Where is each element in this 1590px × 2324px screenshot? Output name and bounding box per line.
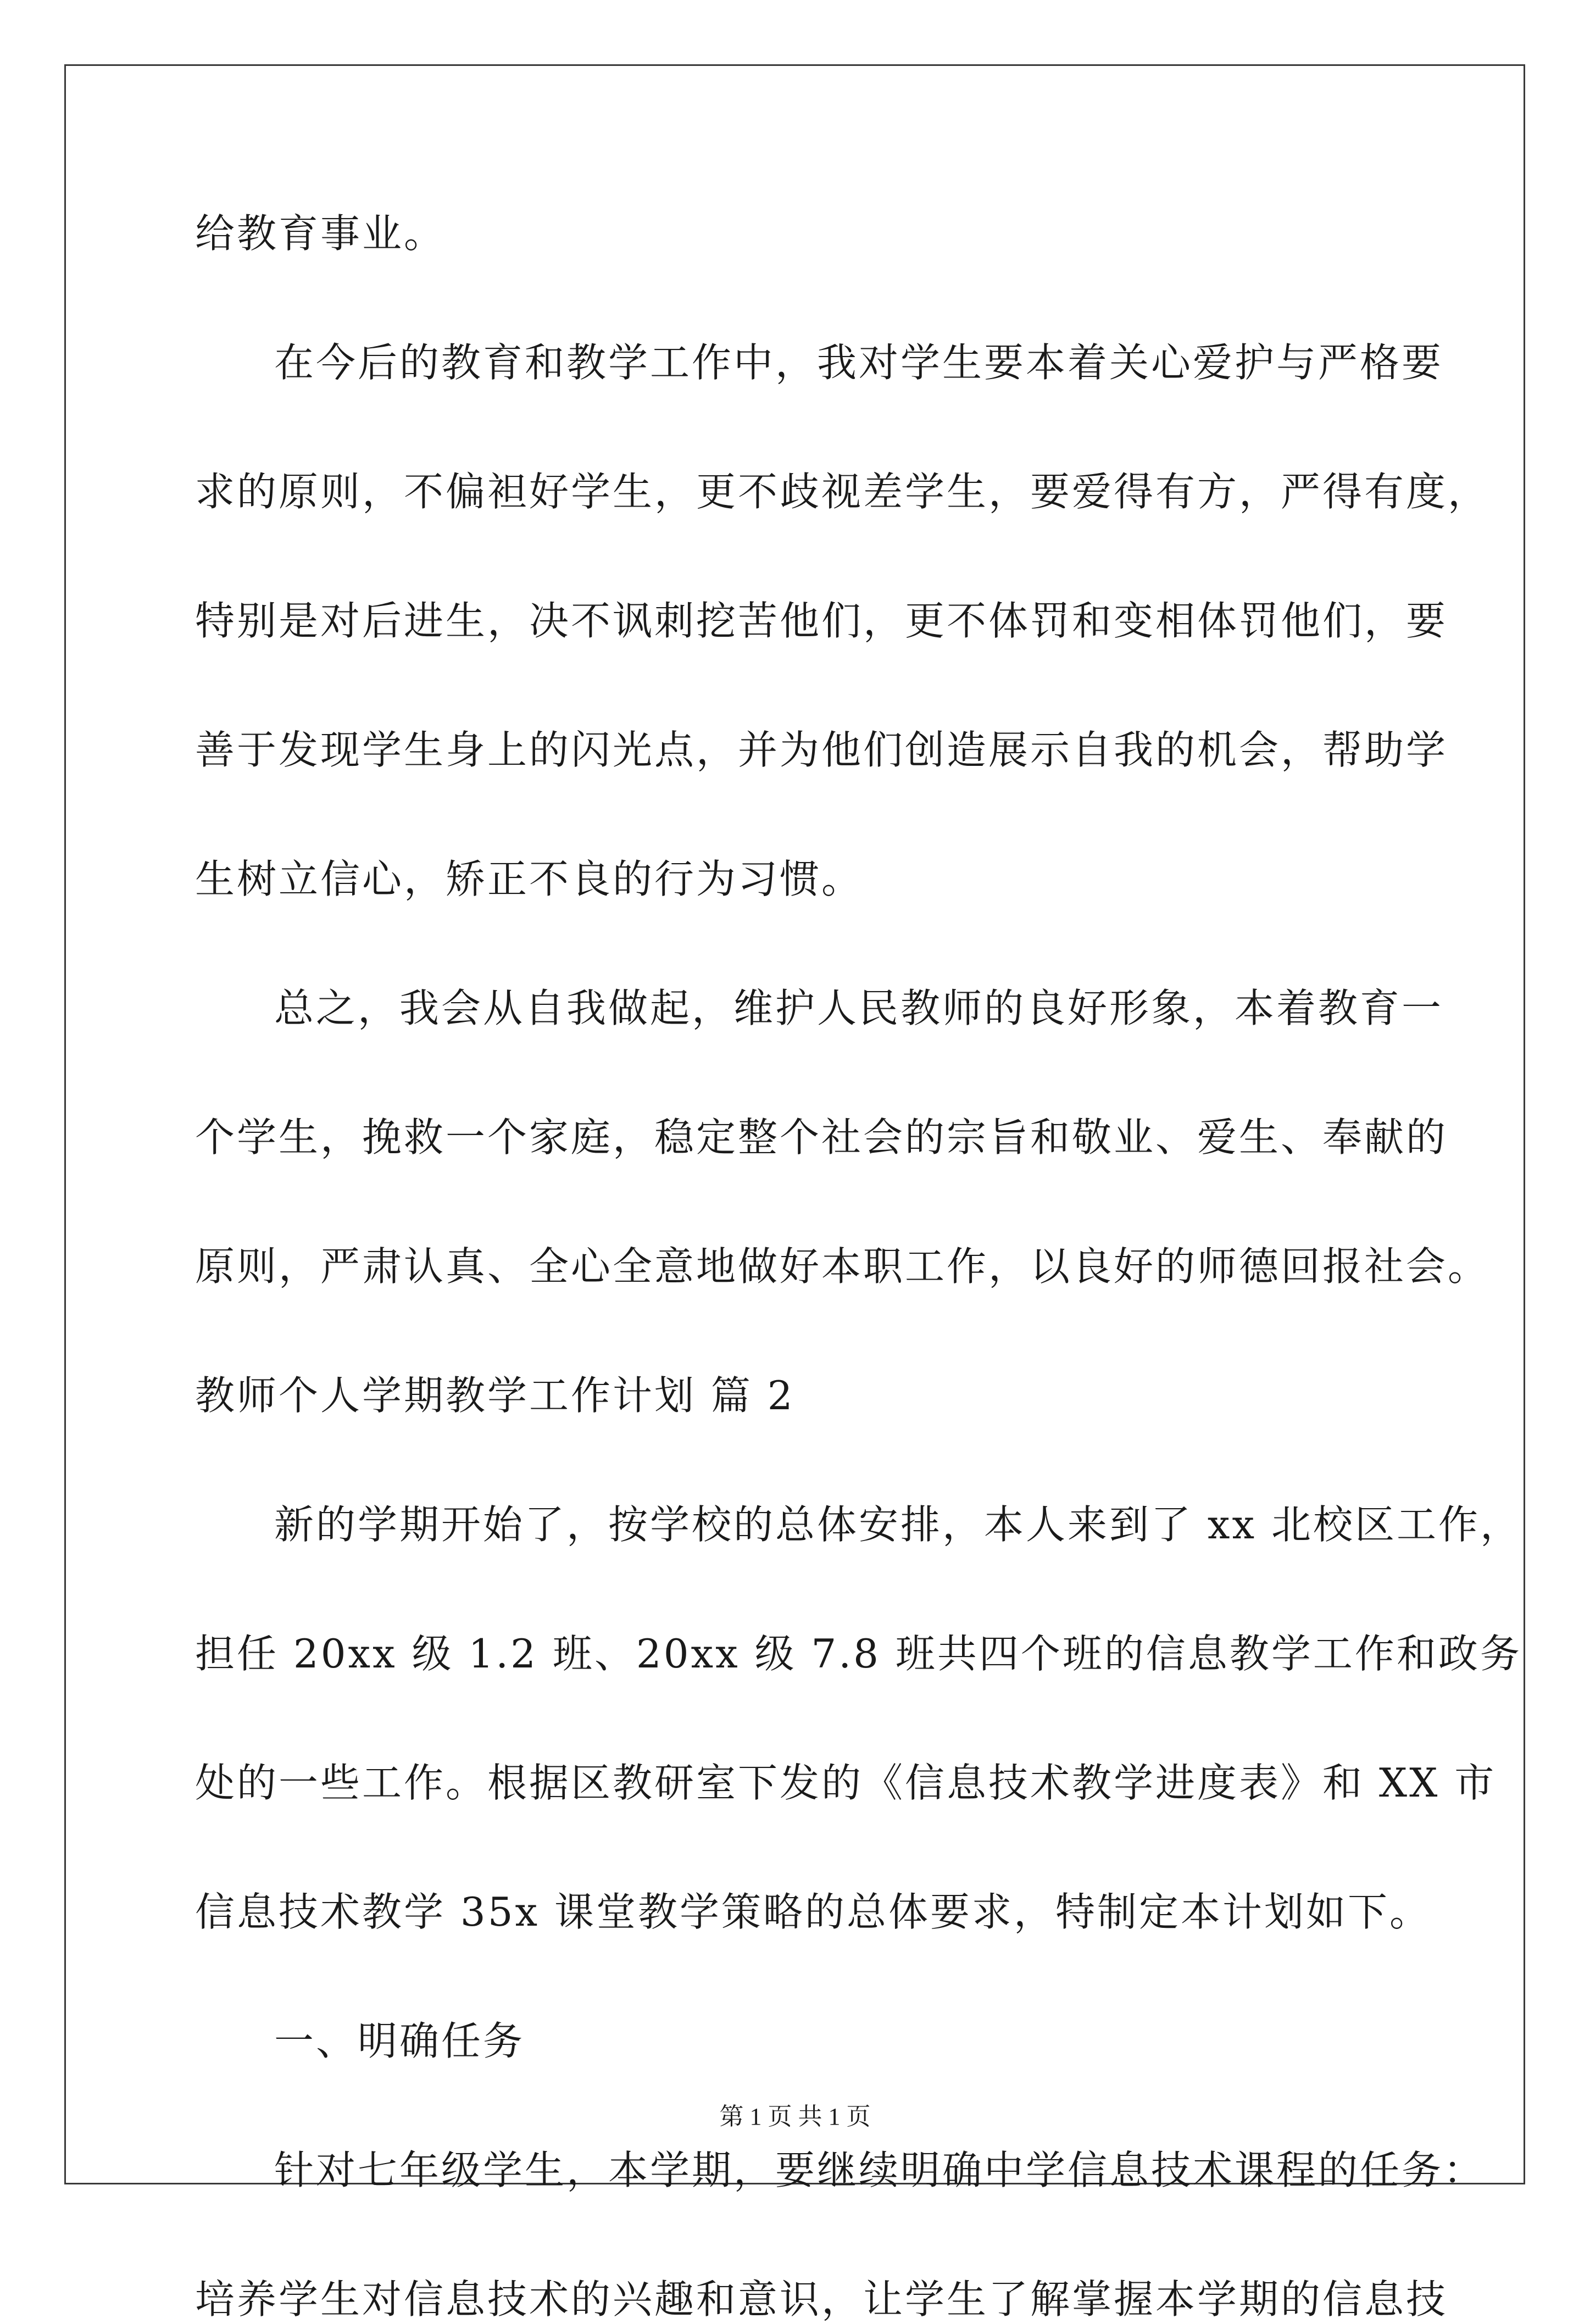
body-line: 担任 20xx 级 1.2 班、20xx 级 7.8 班共四个班的信息教学工作和政务 [195,1631,1522,1677]
body-line: 处的一些工作。根据区教研室下发的《信息技术教学进度表》和 XX 市 [195,1760,1497,1806]
body-line: 新的学期开始了，按学校的总体安排，本人来到了 xx 北校区工作， [274,1502,1522,1548]
section-heading: 教师个人学期教学工作计划 篇 2 [195,1372,795,1419]
body-line: 原则，严肃认真、全心全意地做好本职工作，以良好的师德回报社会。 [195,1243,1490,1289]
body-line: 在今后的教育和教学工作中，我对学生要本着关心爱护与严格要 [274,340,1444,386]
body-line: 特别是对后进生，决不讽刺挖苦他们，更不体罚和变相体罚他们，要 [195,598,1448,644]
body-line: 针对七年级学生，本学期，要继续明确中学信息技术课程的任务： [274,2147,1486,2193]
body-line: 培养学生对信息技术的兴趣和意识，让学生了解掌握本学期的信息技 [195,2276,1448,2322]
body-line: 信息技术教学 35x 课堂教学策略的总体要求，特制定本计划如下。 [195,1889,1431,1935]
body-line: 善于发现学生身上的闪光点，并为他们创造展示自我的机会，帮助学 [195,727,1448,773]
body-line: 给教育事业。 [195,210,446,257]
body-line: 生树立信心，矫正不良的行为习惯。 [195,856,864,902]
body-line: 个学生，挽救一个家庭，稳定整个社会的宗旨和敬业、爱生、奉献的 [195,1114,1448,1160]
subsection-heading: 一、明确任务 [274,2018,525,2064]
body-line: 总之，我会从自我做起，维护人民教师的良好形象，本着教育一 [274,985,1444,1031]
page-footer: 第 1 页 共 1 页 [719,2103,871,2130]
body-line: 求的原则，不偏袒好学生，更不歧视差学生，要爱得有方，严得有度， [195,469,1490,515]
